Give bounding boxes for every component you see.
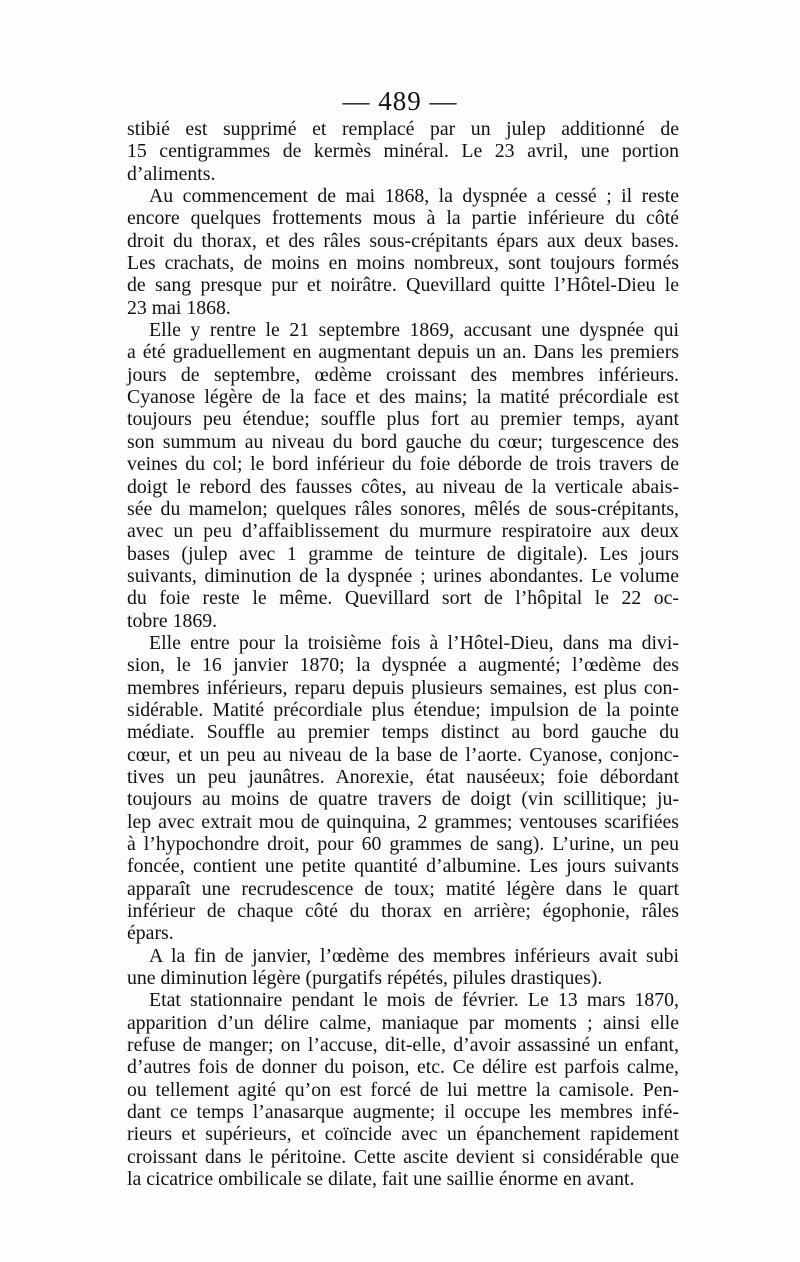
- text-line: encore quelques frottements mous à la partie inférieure du côté: [127, 207, 679, 230]
- text-line: refuse de manger; on l’accuse, dit-elle, d’avoir assassiné un enfant,: [127, 1034, 679, 1057]
- text-line: une diminution légère (purgatifs répétés, pilules drastiques).: [127, 967, 603, 990]
- paragraph: [127, 989, 679, 1190]
- text-line: bases (julep avec 1 gramme de teinture de digitale). Les jours: [127, 542, 679, 565]
- text-line: droit du thorax, et des râles sous-crépitants épars aux deux bases.: [127, 229, 679, 252]
- text-line: sidérable. Matité précordiale plus étendue; impulsion de la pointe: [127, 698, 679, 721]
- text-line: ou tellement agité qu’on est forcé de lui mettre la camisole. Pen-: [127, 1078, 679, 1101]
- text-line: son summum au niveau du bord gauche du cœur; turgescence des: [127, 430, 679, 453]
- text-line: doigt le rebord des fausses côtes, au niveau de la verticale abais-: [127, 475, 679, 498]
- text-line: à l’hypochondre droit, pour 60 grammes de sang). L’urine, un peu: [127, 833, 679, 855]
- text-line: stibié est supprimé et remplacé par un julep additionné de: [127, 118, 679, 140]
- text-line: Elle y rentre le 21 septembre 1869, accusant une dyspnée qui: [149, 319, 679, 342]
- text-line: 15 centigrammes de kermès minéral. Le 23 avril, une portion: [127, 140, 679, 163]
- text-line: toujours peu étendue; souffle plus fort au premier temps, ayant: [127, 408, 679, 431]
- text-line: épars.: [127, 922, 174, 945]
- text-line: tives un peu jaunâtres. Anorexie, état nauséeux; foie débordant: [127, 765, 679, 788]
- paragraph: [127, 118, 679, 185]
- text-line: 23 mai 1868.: [127, 296, 231, 319]
- text-line: croissant dans le péritoine. Cette ascite devient si considérable que: [127, 1145, 679, 1168]
- text-line: Elle entre pour la troisième fois à l’Hôtel-Dieu, dans ma divi-: [149, 631, 679, 654]
- paragraph: [127, 319, 679, 632]
- text-line: tobre 1869.: [127, 609, 218, 632]
- text-line: de sang presque pur et noirâtre. Quevillard quitte l’Hôtel-Dieu le: [127, 274, 679, 297]
- text-line: sée du mamelon; quelques râles sonores, mêlés de sous-crépitants,: [127, 497, 679, 520]
- text-line: Cyanose légère de la face et des mains; la matité précordiale est: [127, 386, 679, 409]
- text-line: veines du col; le bord inférieur du foie déborde de trois travers de: [127, 453, 679, 476]
- text-line: sion, le 16 janvier 1870; la dyspnée a augmenté; l’œdème des: [127, 654, 679, 677]
- text-line: apparaît une recrudescence de toux; matité légère dans le quart: [127, 877, 679, 900]
- text-line: médiate. Souffle au premier temps distinct au bord gauche du: [127, 721, 679, 744]
- text-line: la cicatrice ombilicale se dilate, fait une saillie énorme en avant.: [127, 1168, 635, 1191]
- text-line: d’autres fois de donner du poison, etc. Ce délire est parfois calme,: [127, 1056, 679, 1079]
- text-line: d’aliments.: [127, 162, 216, 185]
- text-line: dant ce temps l’anasarque augmente; il occupe les membres infé-: [127, 1101, 679, 1124]
- text-line: toujours au moins de quatre travers de doigt (vin scillitique; ju-: [127, 788, 679, 811]
- page-number-header: — 489 —: [342, 86, 458, 116]
- text-line: du foie reste le même. Quevillard sort de l’hôpital le 22 oc-: [127, 587, 679, 610]
- text-line: avec un peu d’affaiblissement du murmure respiratoire aux deux: [127, 520, 679, 543]
- text-line: a été graduellement en augmentant depuis un an. Dans les premiers: [127, 341, 679, 364]
- text-line: membres inférieurs, reparu depuis plusieurs semaines, est plus con-: [127, 676, 679, 699]
- text-line: A la fin de janvier, l’œdème des membres inférieurs avait subi: [149, 944, 679, 967]
- text-line: suivants, diminution de la dyspnée ; urines abondantes. Le volume: [127, 564, 679, 587]
- text-line: lep avec extrait mou de quinquina, 2 grammes; ventouses scarifiées: [127, 810, 679, 833]
- paragraph: [127, 632, 679, 945]
- text-line: Au commencement de mai 1868, la dyspnée a cessé ; il reste: [149, 185, 679, 208]
- text-line: Les crachats, de moins en moins nombreux, sont toujours formés: [127, 252, 679, 275]
- body-text: [127, 118, 679, 1191]
- paragraph: [127, 185, 679, 319]
- paragraph: [127, 945, 679, 990]
- text-line: jours de septembre, œdème croissant des membres inférieurs.: [127, 363, 679, 386]
- text-line: inférieur de chaque côté du thorax en arrière; égophonie, râles: [127, 900, 679, 923]
- text-line: Etat stationnaire pendant le mois de février. Le 13 mars 1870,: [149, 989, 679, 1012]
- text-line: apparition d’un délire calme, maniaque par moments ; ainsi elle: [127, 1011, 679, 1034]
- text-line: rieurs et supérieurs, et coïncide avec un épanchement rapidement: [127, 1123, 679, 1146]
- text-line: foncée, contient une petite quantité d’albumine. Les jours suivants: [127, 855, 679, 878]
- text-line: cœur, et un peu au niveau de la base de l’aorte. Cyanose, conjonc-: [127, 743, 679, 766]
